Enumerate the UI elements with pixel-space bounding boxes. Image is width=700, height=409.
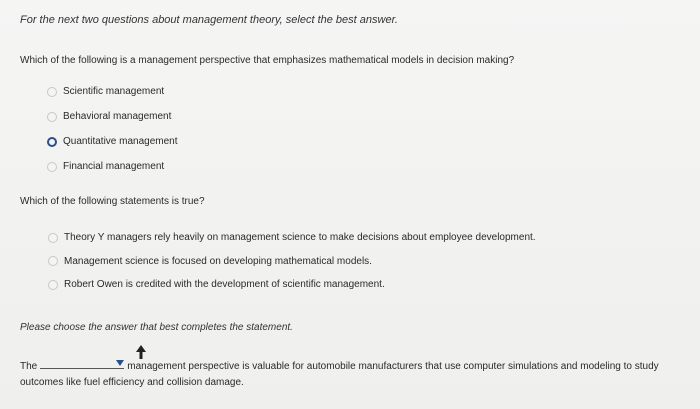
question-1-options — [47, 79, 178, 179]
option-label: Theory Y managers rely heavily on management science to make decisions about employee development. — [64, 232, 536, 244]
q2-option-robert-owen[interactable] — [48, 273, 536, 297]
option-label: Robert Owen is credited with the development of scientific management. — [64, 279, 385, 291]
dropdown-caret-icon[interactable] — [116, 360, 124, 366]
mouse-pointer-icon — [136, 345, 146, 359]
radio-button-unchecked[interactable] — [47, 112, 57, 122]
option-label: Scientific management — [63, 86, 165, 97]
answer-dropdown[interactable] — [40, 356, 124, 369]
q1-option-behavioral-management[interactable] — [47, 104, 178, 129]
radio-button-unchecked[interactable] — [48, 233, 58, 243]
radio-button-unchecked[interactable] — [48, 280, 58, 290]
radio-button-unchecked[interactable] — [48, 256, 58, 266]
prompt-text: Please choose the answer that best completes the statement. — [20, 322, 293, 333]
option-label: Management science is focused on developing mathematical models. — [64, 255, 372, 267]
statement-after: management perspective is valuable for automobile manufacturers that use computer simulations and modeling to study outcomes like fuel efficiency and collision damage. — [20, 361, 659, 388]
question-1-text: Which of the following is a management perspective that emphasizes mathematical models in decision making? — [20, 55, 515, 66]
fill-in-statement — [20, 356, 670, 391]
q2-option-management-science[interactable] — [48, 250, 536, 274]
q1-option-financial-management[interactable] — [47, 154, 178, 179]
statement-before: The — [20, 361, 38, 372]
q1-option-scientific-management[interactable] — [47, 79, 178, 104]
q2-option-theory-y[interactable] — [48, 226, 536, 250]
option-label: Financial management — [63, 161, 165, 172]
question-2-text: Which of the following statements is true? — [20, 196, 205, 207]
option-label: Quantitative management — [63, 136, 178, 147]
question-2-options — [48, 226, 536, 297]
radio-button-unchecked[interactable] — [47, 162, 57, 172]
radio-button-checked[interactable] — [47, 137, 57, 147]
instruction-text: For the next two questions about management theory, select the best answer. — [20, 14, 398, 26]
option-label: Behavioral management — [63, 111, 172, 122]
q1-option-quantitative-management[interactable] — [47, 129, 178, 154]
radio-button-unchecked[interactable] — [47, 87, 57, 97]
